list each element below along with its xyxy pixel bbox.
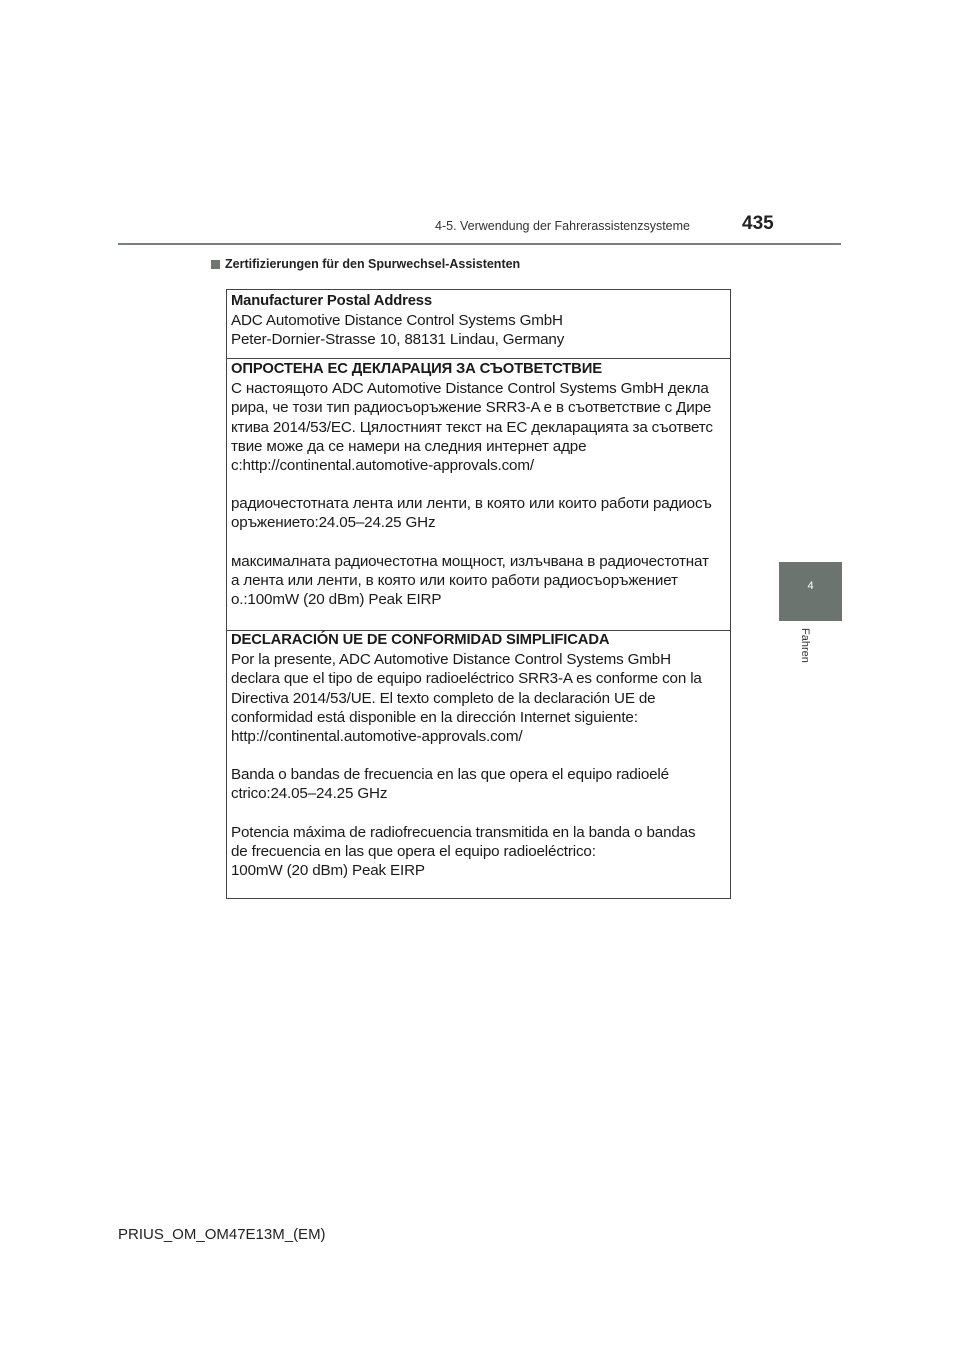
text-line: твие може да се намери на следния интернет адре <box>231 437 587 455</box>
text-line: Por la presente, ADC Automotive Distance Control Systems GmbH <box>231 651 671 669</box>
text-line: http://continental.automotive-approvals.com/ <box>231 728 523 746</box>
text-line: Peter-Dornier-Strasse 10, 88131 Lindau, Germany <box>231 331 565 349</box>
text-line: Potencia máxima de radiofrecuencia transmitida en la banda o bandas <box>231 823 696 841</box>
text-line: de frecuencia en las que opera el equipo radioeléctrico: <box>231 842 596 860</box>
manufacturer-address-section <box>227 290 730 359</box>
bulgarian-title: ОПРОСТЕНА ЕС ДЕКЛАРАЦИЯ ЗА СЪОТВЕТСТВИЕ <box>231 361 602 377</box>
section-heading <box>211 257 520 271</box>
text-line: о.:100mW (20 dBm) Peak EIRP <box>231 591 442 609</box>
manufacturer-title: Manufacturer Postal Address <box>231 293 432 309</box>
text-line: ктива 2014/53/ЕС. Цялостният текст на ЕС декларацията за съответс <box>231 418 713 436</box>
chapter-tab <box>779 562 842 621</box>
text-line: Banda o bandas de frecuencia en las que opera el equipo radioelé <box>231 766 669 784</box>
chapter-number: 4 <box>807 580 814 592</box>
text-line: оръжението:24.05–24.25 GHz <box>231 514 436 532</box>
footer-model-code: PRIUS_OM_OM47E13M_(EM) <box>118 1226 326 1243</box>
spanish-declaration-section <box>227 631 730 898</box>
page-number: 435 <box>742 213 774 234</box>
header-divider <box>118 243 841 245</box>
text-line: c:http://continental.automotive-approvals.com/ <box>231 457 534 475</box>
text-line: радиочестотната лента или ленти, в която или които работи радиосъ <box>231 495 712 513</box>
text-line: declara que el tipo de equipo radioeléctrico SRR3-A es conforme con la <box>231 670 702 688</box>
header-section-title: 4-5. Verwendung der Fahrerassistenzsysteme <box>435 219 690 233</box>
bulgarian-declaration-section <box>227 359 730 631</box>
text-line: 100mW (20 dBm) Peak EIRP <box>231 862 425 880</box>
spanish-title: DECLARACIÓN UE DE CONFORMIDAD SIMPLIFICADA <box>231 632 610 648</box>
chapter-name: Fahren <box>799 628 811 663</box>
square-bullet-icon <box>211 260 220 269</box>
text-line: максималната радиочестотна мощност, излъчвана в радиочестотнат <box>231 552 709 570</box>
section-heading-text: Zertifizierungen für den Spurwechsel-Assistenten <box>225 257 521 271</box>
certification-box <box>226 289 731 899</box>
text-line: а лента или ленти, в която или които работи радиосъоръжениет <box>231 571 678 589</box>
text-line: Directiva 2014/53/UE. El texto completo de la declaración UE de <box>231 689 656 707</box>
text-line: рира, че този тип радиосъоръжение SRR3-A е в съответствие с Дире <box>231 399 712 417</box>
text-line: ADC Automotive Distance Control Systems GmbH <box>231 312 563 330</box>
text-line: conformidad está disponible en la dirección Internet siguiente: <box>231 708 638 726</box>
text-line: ctrico:24.05–24.25 GHz <box>231 785 388 803</box>
text-line: С настоящото ADC Automotive Distance Control Systems GmbH декла <box>231 380 709 398</box>
